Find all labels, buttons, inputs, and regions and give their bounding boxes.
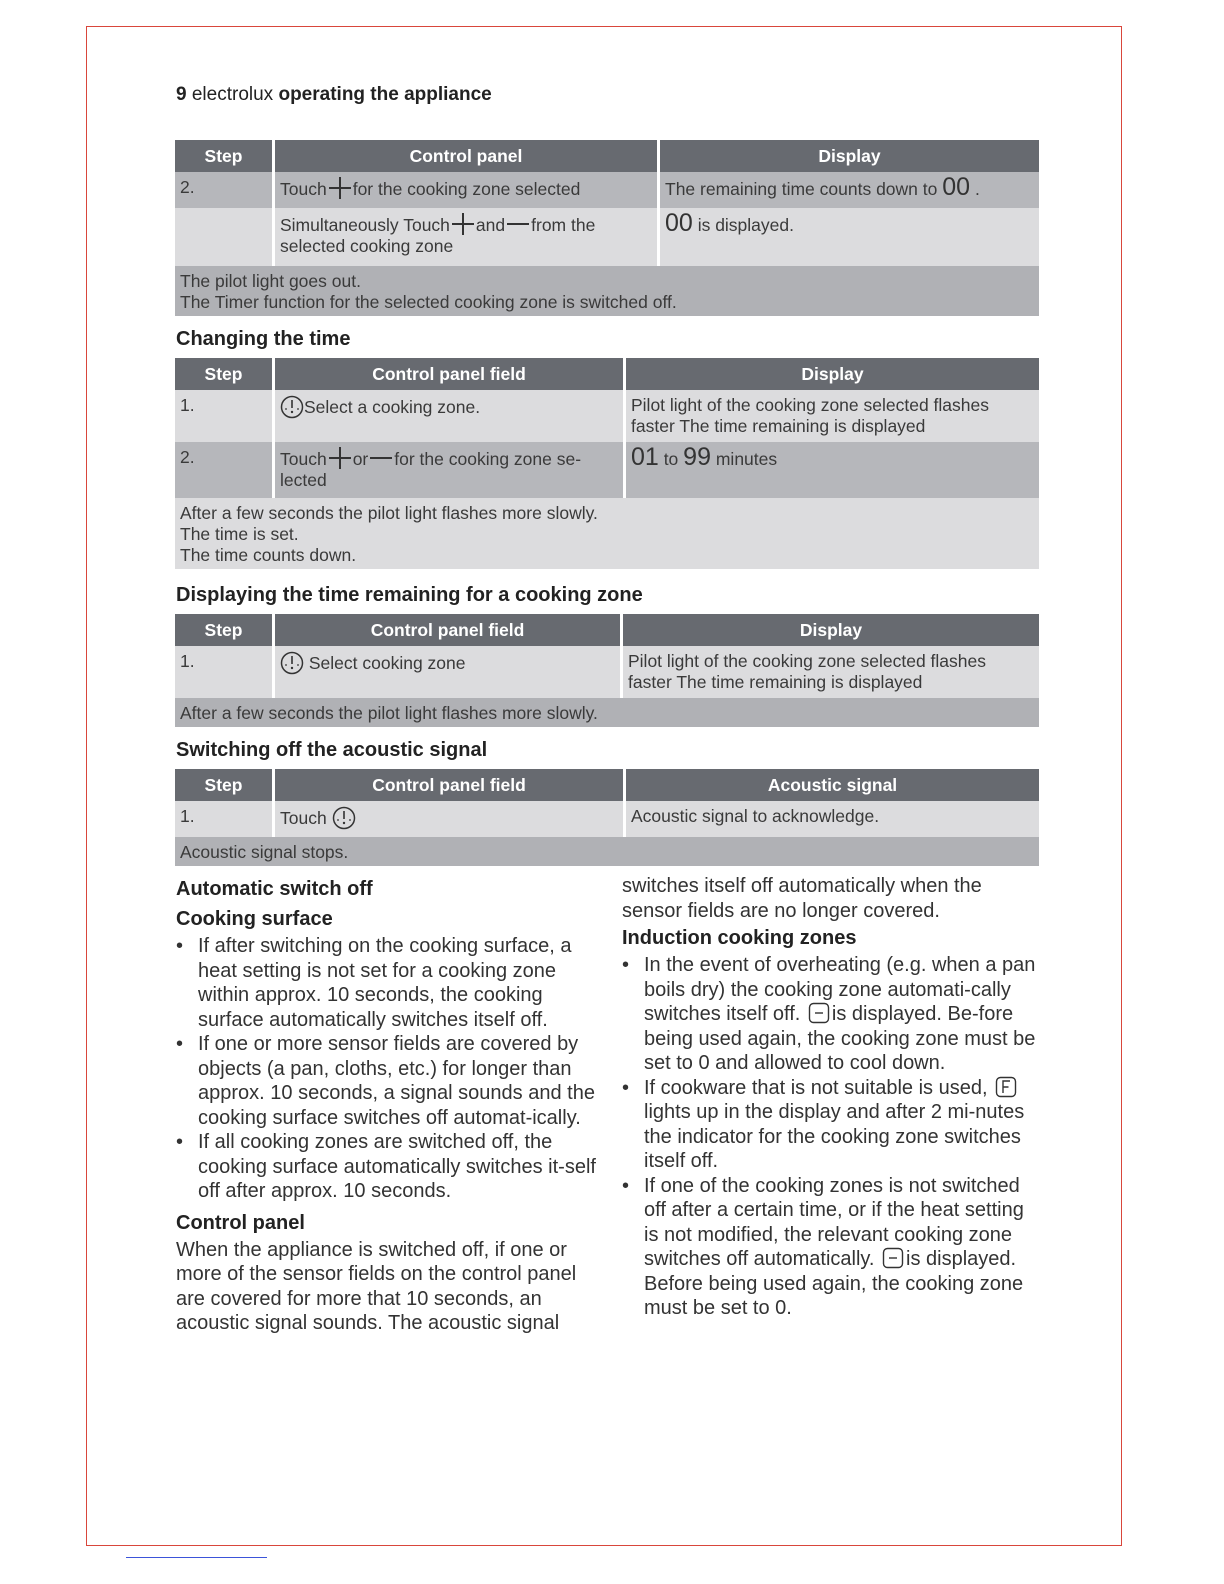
- list-text: In the event of overheating (e.g. when a pan boils dry) the cooking zone automati-cally switches itself off.: [644, 954, 1036, 1025]
- col-header-control: Control panel: [272, 140, 657, 172]
- f-display-icon: [995, 1076, 1017, 1098]
- right-column: [622, 874, 1042, 1321]
- induction-list: [622, 953, 1042, 1321]
- control-cell: [272, 442, 623, 498]
- continued-paragraph: switches itself off automatically when the sensor fields are no longer covered.: [622, 875, 982, 922]
- display-text: minutes: [715, 449, 778, 469]
- control-text: Simultaneously Touch: [280, 215, 450, 235]
- table-footer-row: [175, 698, 1039, 727]
- section-heading-displaying: Displaying the time remaining for a cooking zone: [176, 584, 643, 606]
- left-column: [176, 874, 600, 1336]
- display-cell: [657, 208, 1039, 266]
- display-text: .: [974, 179, 980, 199]
- display-cell: [657, 172, 1039, 208]
- page-header: [176, 84, 492, 106]
- footer-line: The Timer function for the selected cooking zone is switched off.: [180, 292, 677, 312]
- footer-line: The time counts down.: [180, 545, 357, 565]
- heading-cooking-surface: Cooking surface: [176, 908, 333, 930]
- control-cell: [272, 208, 657, 266]
- col-header-step: Step: [175, 614, 272, 646]
- timer-icon: [280, 651, 304, 675]
- control-text: Touch: [280, 449, 327, 469]
- footer-cell: [175, 837, 1039, 866]
- control-text: and: [475, 215, 506, 235]
- footer-cell: [175, 698, 1039, 727]
- step-cell: 1.: [175, 390, 272, 442]
- minus-display-icon: [808, 1002, 830, 1024]
- col-header-step: Step: [175, 358, 272, 390]
- table-header-row: [175, 140, 1039, 172]
- timer-off-table: [175, 140, 1039, 316]
- list-text: is displayed. Before being used again, the cooking zone must be set to 0.: [644, 1248, 1024, 1319]
- list-item: [622, 953, 1042, 1076]
- col-header-control: Control panel field: [272, 769, 623, 801]
- control-cell: [272, 801, 623, 837]
- heading-induction-zones: Induction cooking zones: [622, 927, 857, 949]
- footer-line: Acoustic signal stops.: [180, 842, 349, 862]
- table-row: [175, 801, 1039, 837]
- table-row: [175, 442, 1039, 498]
- table-row: [175, 646, 1039, 698]
- acoustic-cell: Acoustic signal to acknowledge.: [623, 801, 1039, 837]
- footer-cell: [175, 266, 1039, 316]
- footer-line: After a few seconds the pilot light flashes more slowly.: [180, 503, 598, 523]
- col-header-acoustic: Acoustic signal: [623, 769, 1039, 801]
- step-cell: 2.: [175, 442, 272, 498]
- timer-icon: [280, 395, 304, 419]
- display-text: is displayed.: [697, 215, 794, 235]
- col-header-step: Step: [175, 769, 272, 801]
- display-cell: Pilot light of the cooking zone selected flashes faster The time remaining is displayed: [620, 646, 1039, 698]
- plus-icon: [329, 447, 351, 469]
- footer-line: After a few seconds the pilot light flashes more slowly.: [180, 703, 598, 723]
- step-cell: [175, 208, 272, 266]
- section-heading-switching: Switching off the acoustic signal: [176, 739, 488, 761]
- control-text: from the selected cooking zone: [280, 215, 596, 256]
- table-row: [175, 208, 1039, 266]
- list-text: If one of the cooking zones is not switched off after a certain time, or if the heat setting is not modified, the relevant cooking zone switches off automatically.: [644, 1174, 1024, 1270]
- control-text: for the cooking zone selected: [352, 179, 581, 199]
- minus-display-icon: [882, 1247, 904, 1269]
- table-header-row: [175, 358, 1039, 390]
- display-text: The remaining time counts down to: [665, 179, 938, 199]
- page-title: operating the appliance: [278, 84, 492, 105]
- table-header-row: [175, 769, 1039, 801]
- changing-time-table: [175, 358, 1039, 569]
- col-header-control: Control panel field: [272, 614, 620, 646]
- control-cell: [272, 172, 657, 208]
- table-footer-row: [175, 498, 1039, 569]
- section-heading-changing: Changing the time: [176, 328, 351, 350]
- control-text: Select cooking zone: [308, 653, 466, 673]
- control-cell: [272, 646, 620, 698]
- table-row: [175, 172, 1039, 208]
- control-cell: [272, 390, 623, 442]
- step-cell: 1.: [175, 801, 272, 837]
- table-footer-row: [175, 837, 1039, 866]
- display-digits: 00: [665, 209, 693, 237]
- footer-line: The time is set.: [180, 524, 299, 544]
- table-header-row: [175, 614, 1039, 646]
- col-header-display: Display: [620, 614, 1039, 646]
- table-row: [175, 390, 1039, 442]
- cooking-surface-list: [176, 934, 600, 1204]
- bottom-link-line: [126, 1557, 267, 1558]
- list-item: • If after switching on the cooking surface, a heat setting is not set for a cooking zone within approx. 10 seconds, the cooking surface automatically switches itself off.: [176, 934, 600, 1032]
- control-text: or: [352, 449, 369, 469]
- control-panel-paragraph: When the appliance is switched off, if one or more of the sensor fields on the control panel are covered for more that 10 seconds, an acoustic signal sounds. The acoustic signal: [176, 1238, 577, 1334]
- step-cell: 2.: [175, 172, 272, 208]
- heading-control-panel: Control panel: [176, 1211, 305, 1234]
- timer-icon: [332, 806, 356, 830]
- list-item: • If all cooking zones are switched off, the cooking surface automatically switches it-self off after approx. 10 seconds.: [176, 1130, 600, 1204]
- time-remaining-table: [175, 614, 1039, 727]
- footer-line: The pilot light goes out.: [180, 271, 361, 291]
- control-text: Touch: [280, 179, 327, 199]
- footer-cell: [175, 498, 1039, 569]
- display-digits: 99: [683, 443, 711, 471]
- plus-icon: [329, 177, 351, 199]
- display-digits: 01: [631, 443, 659, 471]
- list-text: lights up in the display and after 2 mi-nutes the indicator for the cooking zone switches itself off.: [644, 1101, 1025, 1172]
- control-text: for the cooking zone se-lected: [280, 449, 582, 490]
- list-item: [622, 1076, 1042, 1174]
- display-digits: 00: [942, 173, 971, 201]
- list-item: [622, 1174, 1042, 1321]
- display-cell: [623, 442, 1039, 498]
- minus-icon: [370, 447, 392, 469]
- display-cell: Pilot light of the cooking zone selected flashes faster The time remaining is displayed: [623, 390, 1039, 442]
- list-text: is displayed. Be-fore being used again, the cooking zone must be set to 0 and allowed to cool down.: [644, 1003, 1036, 1074]
- list-text: If cookware that is not suitable is used,: [644, 1076, 988, 1099]
- step-cell: 1.: [175, 646, 272, 698]
- minus-icon: [507, 213, 529, 235]
- col-header-step: Step: [175, 140, 272, 172]
- display-text: to: [663, 449, 679, 469]
- control-text: Touch: [280, 808, 327, 828]
- col-header-display: Display: [657, 140, 1039, 172]
- brand-name: electrolux: [191, 84, 274, 105]
- acoustic-signal-table: [175, 769, 1039, 866]
- col-header-display: Display: [623, 358, 1039, 390]
- control-text: Select a cooking zone.: [304, 397, 481, 417]
- table-footer-row: [175, 266, 1039, 316]
- plus-icon: [452, 213, 474, 235]
- list-item: • If one or more sensor fields are covered by objects (a pan, cloths, etc.) for longer than approx. 10 seconds, a signal sounds and the cooking surface switches off automat-ically.: [176, 1032, 600, 1130]
- heading-automatic-switch-off: Automatic switch off: [176, 878, 373, 900]
- col-header-control: Control panel field: [272, 358, 623, 390]
- page-number: 9: [176, 84, 187, 105]
